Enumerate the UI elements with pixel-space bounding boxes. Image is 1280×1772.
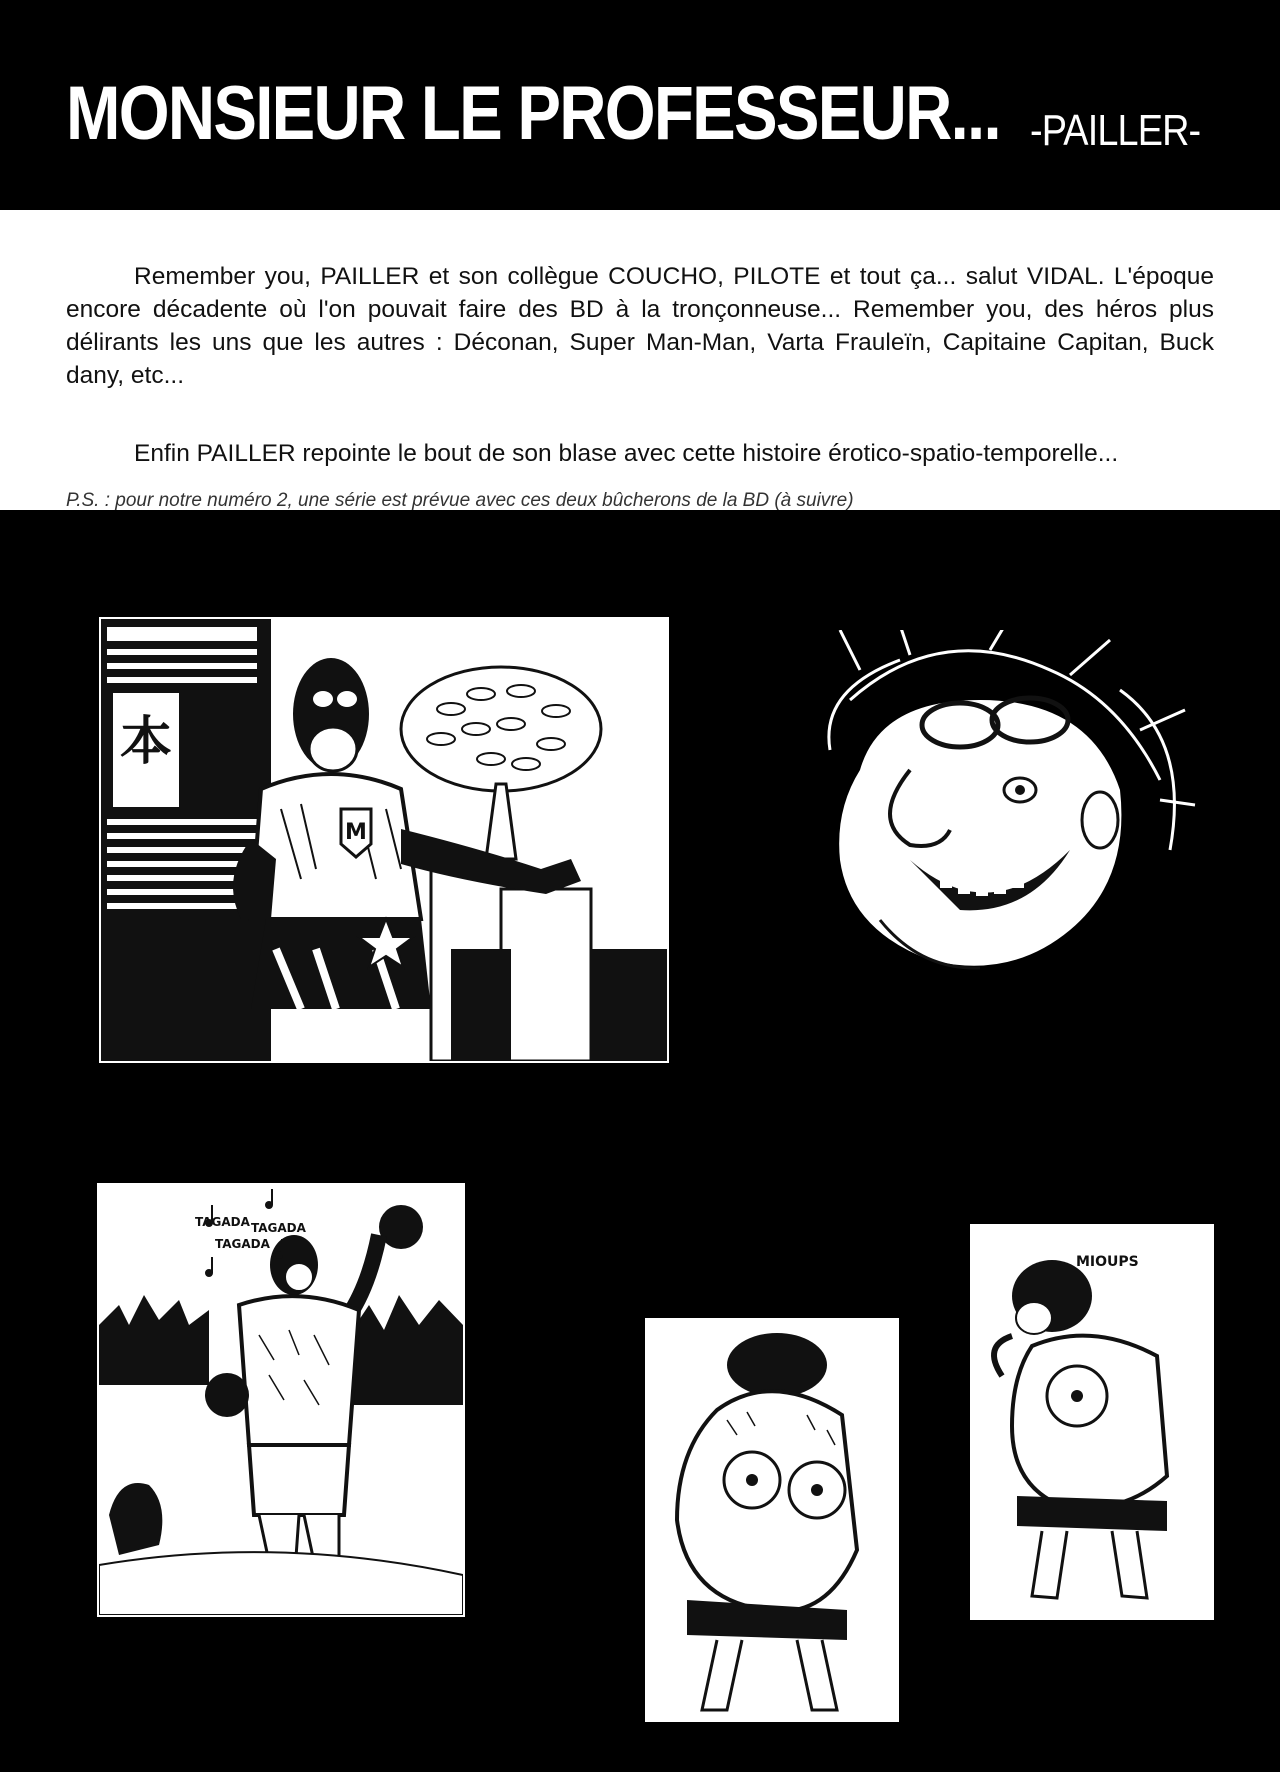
intro-paragraph-1: Remember you, PAILLER et son collègue COUCHO, PILOTE et tout ça... salut VIDAL. L'époque encore décadente où l'on pouvait faire des BD à la tronçonneuse... Remember you, des héros plus délirants les uns que les autres : Déconan, Super Man-Man, Varta Frauleïn, Capitaine Capitan, Buck dany, etc...: [66, 263, 1214, 389]
boxer-sfx-3: TAGADA: [215, 1237, 270, 1251]
page-title: MONSIEUR LE PROFESSEUR...: [66, 71, 1000, 156]
cavewoman-panel-1: [645, 1318, 899, 1722]
author-name: -PAILLER-: [1030, 106, 1201, 155]
intro-paragraph-2: Enfin PAILLER repointe le bout de son blase avec cette histoire érotico-spatio-temporelle...: [134, 440, 1119, 467]
caricature-head: [790, 630, 1200, 1000]
cavewoman-sfx: MIOUPS: [1076, 1254, 1139, 1270]
cavewoman-illustration-art-1: [647, 1320, 897, 1720]
page-header: [0, 0, 1280, 210]
boxer-sfx-2: TAGADA: [251, 1221, 306, 1235]
cavewoman-illustration-art-2: [972, 1226, 1212, 1618]
superhero-panel: [99, 617, 669, 1063]
svg-text:本: 本: [119, 712, 173, 772]
cavewoman-panel-2: [970, 1224, 1214, 1620]
boxer-sfx-1: TAGADA: [195, 1215, 250, 1229]
caricature-head-art: [790, 630, 1200, 1000]
intro-text-block: [0, 210, 1280, 510]
postscript-note: P.S. : pour notre numéro 2, une série est prévue avec ces deux bûcherons de la BD (à suivre): [66, 490, 854, 511]
boxer-panel: [97, 1183, 465, 1617]
svg-text:M: M: [345, 820, 367, 845]
superhero-illustration-art: [101, 619, 667, 1061]
boxer-illustration-art: [99, 1185, 463, 1615]
